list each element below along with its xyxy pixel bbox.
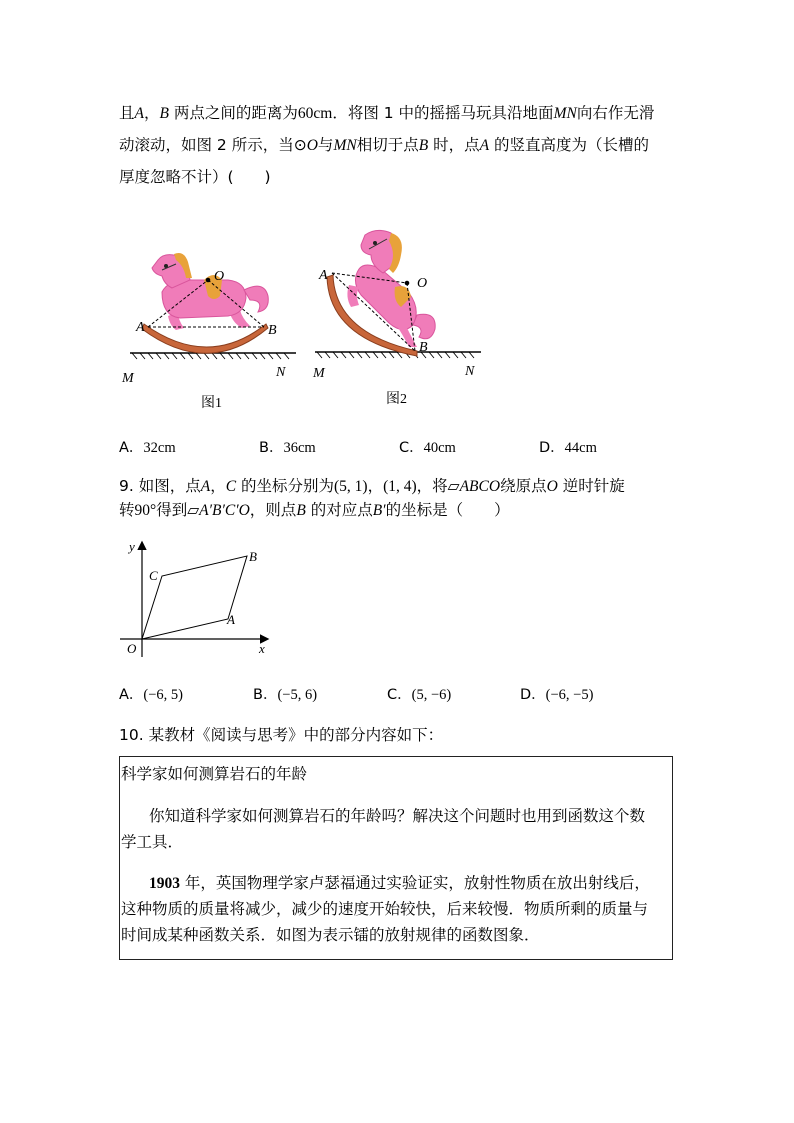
fig1-label-A: A	[136, 320, 145, 335]
axis-label-y: y	[129, 539, 135, 554]
point-label-O: O	[127, 641, 137, 656]
reading-box-p2a: 1903 年，英国物理学家卢瑟福通过实验证实，放射性物质在放出射线后，	[149, 874, 650, 892]
reading-box-p1a: 你知道科学家如何测算岩石的年龄吗？解决这个问题时也用到函数这个数	[149, 807, 646, 825]
point-label-B: B	[249, 549, 257, 564]
fig2-caption: 图2	[386, 392, 407, 407]
point-label-A: A	[227, 612, 235, 627]
q10-intro: 10. 某教材《阅读与思考》中的部分内容如下：	[119, 726, 444, 744]
reading-box-p1b: 学工具．	[121, 833, 184, 851]
fig1-label-O: O	[214, 269, 225, 284]
q9-option-c[interactable]: C．(5, −6)	[387, 687, 452, 703]
q9-option-b[interactable]: B．(−5, 6)	[253, 687, 318, 703]
figure-1	[118, 240, 303, 415]
q8-line2: 动滚动，如图 2 所示，当⊙O与MN相切于点B 时，点A 的竖直高度为（长槽的	[119, 136, 650, 154]
q8-line3: 厚度忽略不计）( )	[119, 168, 271, 186]
reading-box-title: 科学家如何测算岩石的年龄	[121, 765, 308, 783]
point-label-C: C	[149, 568, 158, 583]
q8-option-c[interactable]: C．40cm	[399, 440, 456, 456]
q8-option-b[interactable]: B．36cm	[259, 440, 316, 456]
axis-label-x: x	[259, 641, 265, 656]
fig2-label-M: M	[313, 366, 325, 381]
fig1-label-N: N	[276, 365, 286, 380]
q9-line2: 转90°得到▱A′B′C′O，则点B 的对应点B′的坐标是（ ）	[119, 501, 510, 519]
q8-line1: 且A，B 两点之间的距离为60cm．将图 1 中的摇摇马玩具沿地面MN向右作无滑	[119, 104, 655, 122]
fig1-label-M: M	[122, 371, 134, 386]
figure-2	[305, 225, 490, 385]
reading-box-p2b: 这种物质的质量将减少，减少的速度开始较快，后来较慢．物质所剩的质量与	[121, 900, 649, 918]
fig2-label-O: O	[417, 276, 428, 291]
fig1-label-B: B	[268, 323, 277, 338]
fig2-label-A: A	[319, 268, 328, 283]
q8-option-d[interactable]: D．44cm	[539, 440, 597, 456]
fig2-label-N: N	[465, 364, 475, 379]
q9-coordinate-graph	[115, 535, 275, 660]
q9-option-d[interactable]: D．(−6, −5)	[520, 687, 594, 703]
q9-line1: 9. 如图，点A，C 的坐标分别为(5, 1)，(1, 4)，将▱ABCO绕原点O 逆时针旋	[119, 477, 625, 495]
fig2-label-B: B	[419, 340, 428, 355]
q8-option-a[interactable]: A．32cm	[119, 440, 176, 456]
fig1-caption: 图1	[201, 396, 222, 411]
reading-box	[119, 756, 673, 960]
q9-option-a[interactable]: A．(−6, 5)	[119, 687, 184, 703]
reading-box-p2c: 时间成某种函数关系．如图为表示镭的放射规律的函数图象．	[121, 926, 540, 944]
